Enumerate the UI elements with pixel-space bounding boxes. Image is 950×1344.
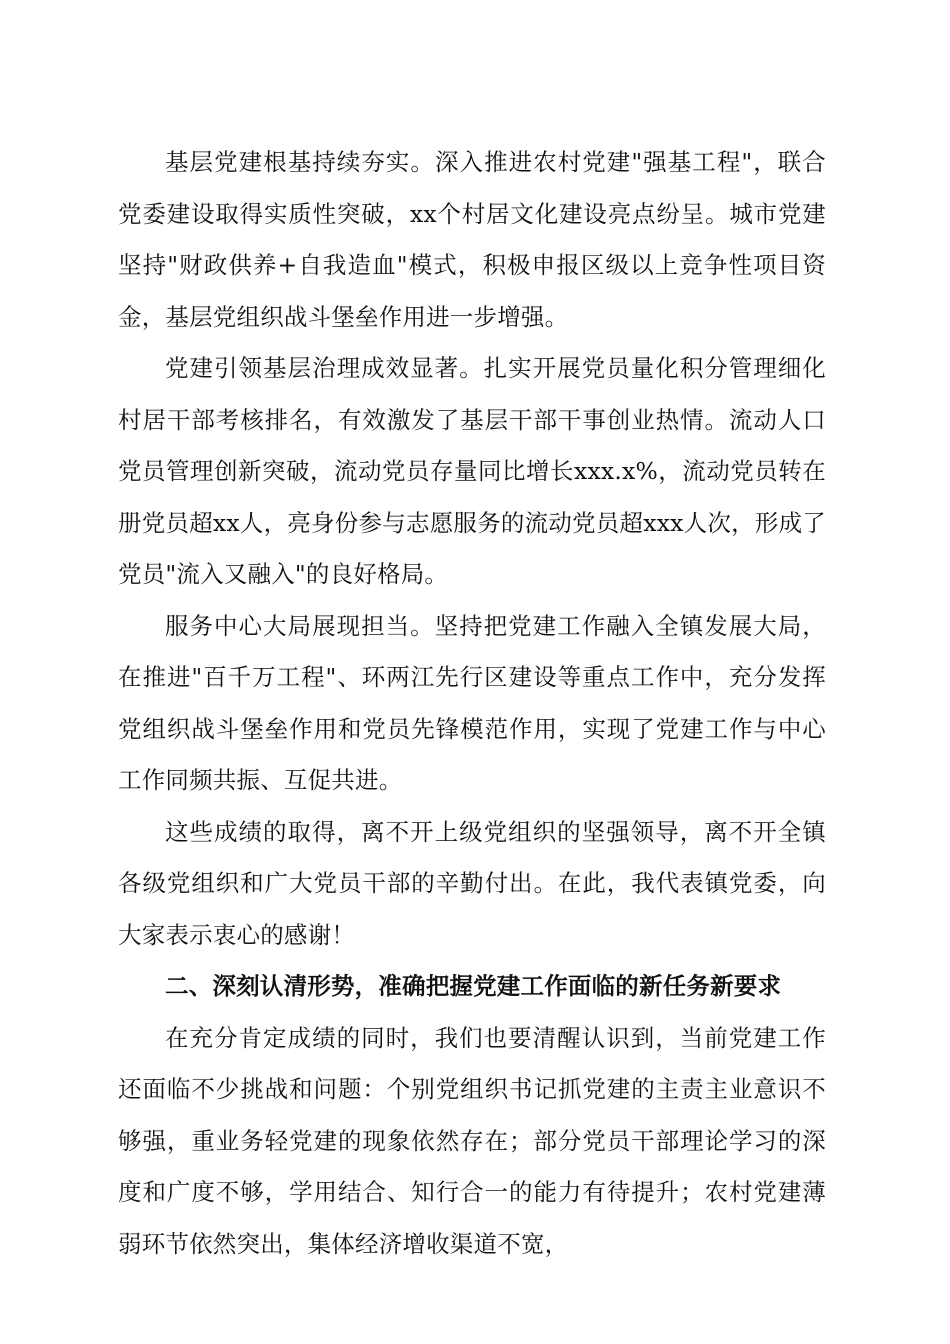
- paragraph-grassroots-foundation: 基层党建根基持续夯实。深入推进农村党建"强基工程"，联合党委建设取得实质性突破，xx个村居文化建设亮点纷呈。城市党建坚持"财政供养+自我造血"模式，积极申报区级以上竞争性项目资金，基层党组织战斗堡垒作用进一步增强。: [118, 148, 826, 331]
- section-heading-two: 二、深刻认清形势，准确把握党建工作面临的新任务新要求: [165, 972, 782, 1000]
- paragraph-challenges: 在充分肯定成绩的同时，我们也要清醒认识到，当前党建工作还面临不少挑战和问题：个别党组织书记抓党建的主责主业意识不够强，重业务轻党建的现象依然存在；部分党员干部理论学习的深度和广度不够，学用结合、知行合一的能力有待提升；农村党建薄弱环节依然突出，集体经济增收渠道不宽，: [118, 1023, 826, 1258]
- document-body: [118, 137, 826, 1270]
- paragraph-serving-center: 服务中心大局展现担当。坚持把党建工作融入全镇发展大局，在推进"百千万工程"、环两江先行区建设等重点工作中，充分发挥党组织战斗堡垒作用和党员先锋模范作用，实现了党建工作与中心工作同频共振、互促共进。: [118, 611, 826, 794]
- paragraph-governance-results: 党建引领基层治理成效显著。扎实开展党员量化积分管理细化村居干部考核排名，有效激发了基层干部干事创业热情。流动人口党员管理创新突破，流动党员存量同比增长xxx.x%，流动党员转在册党员超xx人，亮身份参与志愿服务的流动党员超xxx人次，形成了党员"流入又融入"的良好格局。: [118, 354, 826, 588]
- paragraph-acknowledgement: 这些成绩的取得，离不开上级党组织的坚强领导，离不开全镇各级党组织和广大党员干部的辛勤付出。在此，我代表镇党委，向大家表示衷心的感谢！: [118, 817, 826, 949]
